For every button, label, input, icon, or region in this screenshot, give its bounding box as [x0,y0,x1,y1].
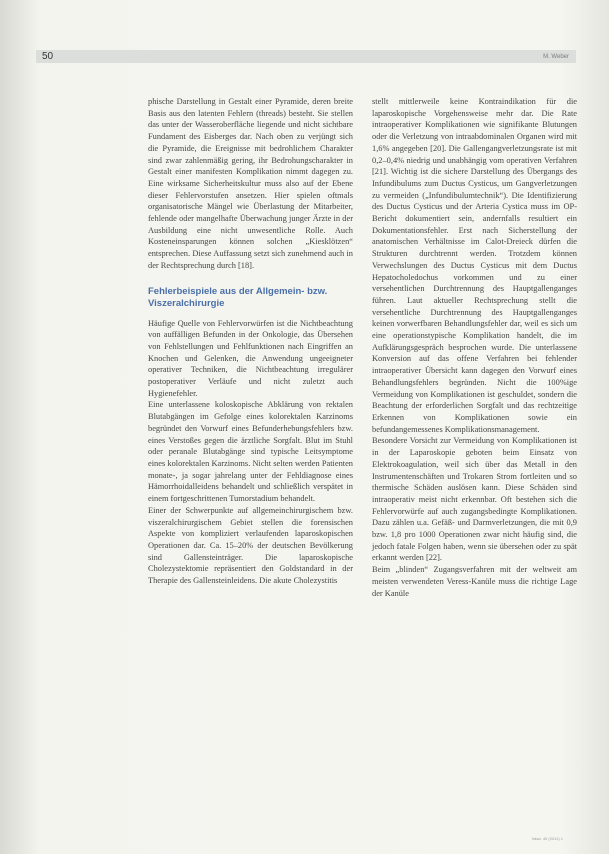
section-heading: Fehlerbeispiele aus der Allgemein- bzw. Viszeralchirurgie [148,285,328,309]
right-column [372,96,577,599]
paragraph: Einer der Schwerpunkte auf allgemeinchirurgischem bzw. viszeralchirurgischem Gebiet stellen die forensischen Aspekte von kompliziert verlaufenden laparoskopischen Operationen dar. Ca. 15–20% der deutschen Bevölkerung sind Gallensteinträger. Die laparoskopische Cholezystektomie repräsentiert den Goldstandard in der Therapie des Gallensteinleidens. Die akute Cholezystitis [148,505,353,586]
running-head: M. Weber [543,54,569,60]
paragraph: Beim „blinden“ Zugangsverfahren mit der weltweit am meisten verwendeten Veress-Kanüle muss die richtige Lage der Kanüle [372,565,577,598]
paragraph: Eine unterlassene koloskopische Abklärung von rektalen Blutabgängen im Gefolge eines kolorektalen Karzinoms begründet den Vorwurf eines Befunderhebungsfehlers bzw. eines Verstoßes gegen die ärztliche Sorgfalt. Blut im Stuhl oder peranale Blutabgänge sind typische Leitsymptome eines kolorektalen Karzinoms. Nicht selten werden Patienten monate-, ja sogar jahrelang unter der Fehldiagnose eines Hämorrhoidalleidens behandelt und schließlich verspätet in einem fortgeschrittenen Tumorstadium behandelt. [148,400,353,504]
page-number: 50 [42,51,54,62]
paragraph: stellt mittlerweile keine Kontraindikation für die laparoskopische Vorgehensweise mehr dar. Die Rate intraoperativer Komplikationen wie signifikante Blutungen oder die Verletzung von intraabdominalen Organen wird mit 1,6% angegeben [20]. Die Gallengangverletzungsrate ist mit 0,2–0,4% niedrig und unabhängig vom operativen Verfahren [21]. Wichtig ist die sichere Darstellung des Übergangs des Infundibulums zum Ductus Cysticus, um Gangverletzungen zu vermeiden („Infundibulumtechnik“). Die Identifizierung des Ductus Cysticus und der Arteria Cystica muss im OP-Bericht dokumentiert sein, andernfalls resultiert ein Dokumentationsfehler. Erst nach Sicherstellung der anatomischen Verhältnisse im Calot-Dreieck dürfen die Strukturen durchtrennt werden. Trotzdem können Verwechslungen des Ductus Cysticus mit dem Ductus Hepatocholedochus vorkommen und zu einer versehentlichen Durchtrennung des Hauptgallenganges führen. Laut aktueller Rechtsprechung stellt die versehentliche Durchtrennung des Hauptgallenganges keinen vorwerfbaren Behandlungsfehler dar, weil es sich um eine operationstypische Komplikation handelt, die im Aufklärungsgespräch besprochen wurde. Die unterlassene Konversion auf das offene Verfahren bei fehlender intraoperativer Übersicht kann dagegen den Vorwurf eines Behandlungsfehlers begründen. Nicht die 100%ige Vermeidung von Komplikationen ist geschuldet, sondern die Beachtung der erforderlichen Sorgfalt und das rechtzeitige Erkennen von Komplikationen sowie ein befundangemessenes Komplikationsmanagement. [372,97,577,434]
paragraph: phische Darstellung in Gestalt einer Pyramide, deren breite Basis aus den latenten Fehlern (threads) besteht. Sie stellen das unter der Wasseroberfläche liegende und nicht sichtbare Fundament des Eisberges dar. Nach oben zu verjüngt sich die Pyramide, die Ereignisse mit bedrohlichem Charakter sind zwar zahlenmäßig gering, ihr Bedrohungscharakter in Gestalt einer manifesten Komplikation nimmt dagegen zu. Eine wirksame Sicherheitskultur muss also auf der Ebene dieser Fehlervorstufen ansetzen. Hier spielen oftmals organisatorische Mängel wie Überlastung der Mitarbeiter, fehlende oder mangelhafte Überwachung junger Ärzte in der Ausbildung eine nicht unwesentliche Rolle. Auch Kosteneinsparungen können solchen „Kiesklötzen“ entsprechen. Diese Auffassung setzt sich zunehmend auch in der Rechtsprechung durch [18]. [148,97,353,270]
left-column [148,96,353,587]
header-bar [36,50,576,63]
paragraph: Häufige Quelle von Fehlervorwürfen ist die Nichtbeachtung von auffälligen Befunden in der Onkologie, das Übersehen von Fehlstellungen und Fehlfunktionen nach Eingriffen an Knochen und Gelenken, die Anwendung ungeeigneter operativer Techniken, die Nichtbeachtung irregulärer postoperativer Verläufe und nicht zuletzt auch Hygienefehler. [148,318,353,398]
page-footer: Vasa, 40 (2011) 1 [531,836,563,841]
paragraph: Besondere Vorsicht zur Vermeidung von Komplikationen ist in der Laparoskopie geboten beim Einsatz von Elektrokoagulation, weil sich über das Metall in den Instrumentenschäften und Trokaren Strom fortleiten und so thermische Schäden auslösen kann. Diese Schäden sind intraoperativ meist nicht erkennbar. Oft bestehen sich die Fehlervorwürfe auf auch zugangsbedingte Komplikationen. Dazu zählen u.a. Gefäß- und Darmverletzungen, die mit 0,9 bzw. 1,8 pro 1000 Operationen zwar nicht häufig sind, die jedoch fatale Folgen haben, wenn sie übersehen oder zu spät erkannt werden [22]. [372,436,577,563]
